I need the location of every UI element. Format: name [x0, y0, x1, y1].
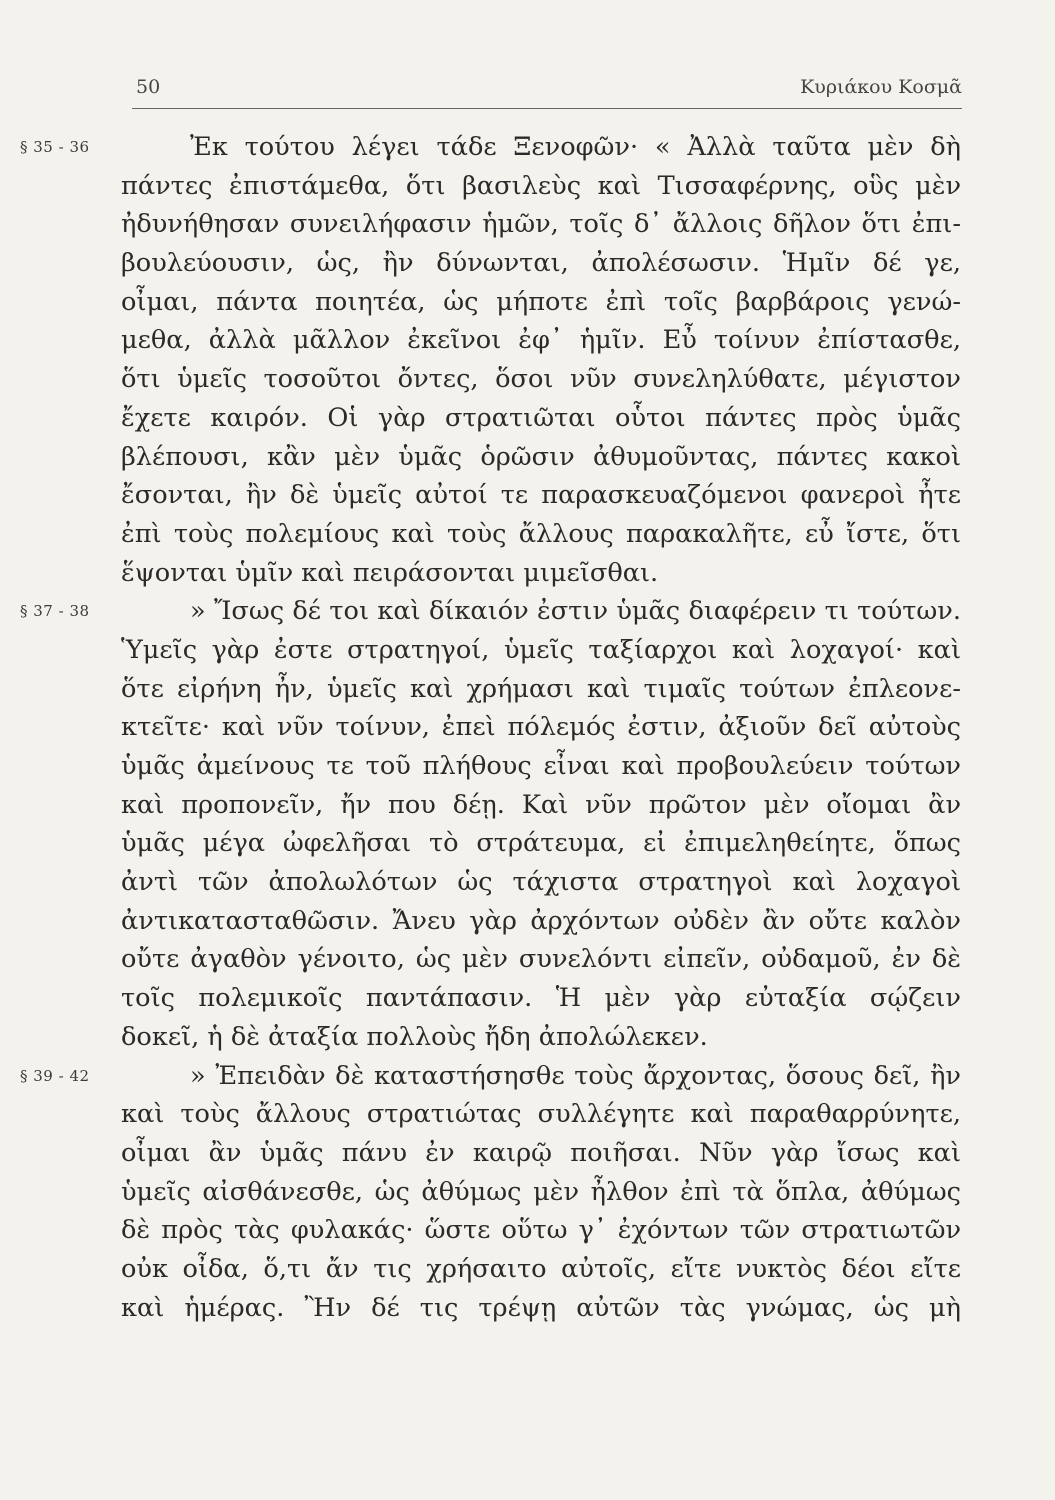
line-text: Ἐκ τούτου λέγει τάδε Ξενοφῶν· « Ἀλλὰ ταῦτα μὲν δὴ: [190, 132, 961, 162]
line-text: » Ἴσως δέ τοι καὶ δίκαιόν ἐστιν ὑμᾶς διαφέρειν τι τούτων.: [190, 596, 961, 627]
section-marker: § 37 - 38: [20, 602, 90, 621]
line-text: Ὑμεῖς γὰρ ἐστε στρατηγοί, ὑμεῖς ταξίαρχοι καὶ λοχαγοί· καὶ: [121, 634, 961, 665]
line-text: οἶμαι, πάντα ποιητέα, ὡς μήποτε ἐπὶ τοῖς βαρβάροις γενώ-: [121, 286, 961, 317]
text-line: [0, 1057, 1055, 1096]
text-line: [0, 1250, 1055, 1289]
line-text: πάντες ἐπιστάμεθα, ὅτι βασιλεὺς καὶ Τισσαφέρνης, οὓς μὲν: [121, 170, 961, 201]
line-text: » Ἐπειδὰν δὲ καταστήσησθε τοὺς ἄρχοντας, ὅσους δεῖ, ἢν: [190, 1060, 961, 1091]
line-text: καὶ ἡμέρας. Ἢν δέ τις τρέψῃ αὐτῶν τὰς γνώμας, ὡς μὴ: [121, 1292, 961, 1323]
line-text: ὑμᾶς ἀμείνους τε τοῦ πλήθους εἶναι καὶ προβουλεύειν τούτων: [121, 751, 961, 781]
text-line: [0, 321, 1055, 360]
text-line: [0, 283, 1055, 322]
page-number: 50: [136, 76, 161, 98]
header-rule: [132, 108, 962, 109]
line-text: οὐκ οἶδα, ὅ,τι ἄν τις χρήσαιτο αὐτοῖς, εἴτε νυκτὸς δέοι εἴτε: [121, 1253, 961, 1284]
line-text: ὅτι ὑμεῖς τοσοῦτοι ὄντες, ὅσοι νῦν συνεληλύθατε, μέγιστον: [121, 364, 961, 395]
text-line: [0, 244, 1055, 283]
text-line: [0, 167, 1055, 206]
text-line: [0, 128, 1055, 167]
text-line: [0, 1018, 1055, 1057]
text-line: [0, 824, 1055, 863]
line-text: ἀντὶ τῶν ἀπολωλότων ὡς τάχιστα στρατηγοὶ καὶ λοχαγοὶ: [121, 867, 961, 898]
line-text: οὔτε ἀγαθὸν γένοιτο, ὡς μὲν συνελόντι εἰπεῖν, οὐδαμοῦ, ἐν δὲ: [121, 944, 961, 975]
text-line: [0, 979, 1055, 1018]
line-text: καὶ προπονεῖν, ἤν που δέῃ. Καὶ νῦν πρῶτον μὲν οἴομαι ἂν: [121, 789, 961, 820]
text-line: [0, 670, 1055, 709]
line-text: μεθα, ἀλλὰ μᾶλλον ἐκεῖνοι ἐφ᾽ ἡμῖν. Εὖ τοίνυν ἐπίστασθε,: [121, 325, 961, 356]
text-line: [0, 399, 1055, 438]
text-line: [0, 592, 1055, 631]
line-text: ἕψονται ὑμῖν καὶ πειράσονται μιμεῖσθαι.: [121, 557, 659, 588]
body-text: [0, 128, 1055, 1327]
line-text: ἔσονται, ἢν δὲ ὑμεῖς αὐτοί τε παρασκευαζόμενοι φανεροὶ ἦτε: [121, 480, 961, 511]
line-text: δοκεῖ, ἡ δὲ ἀταξία πολλοὺς ἤδη ἀπολώλεκεν.: [121, 1021, 708, 1052]
text-line: [0, 438, 1055, 477]
line-text: δὲ πρὸς τὰς φυλακάς· ὥστε οὕτω γ᾽ ἐχόντων τῶν στρατιωτῶν: [121, 1215, 961, 1246]
text-line: [0, 1095, 1055, 1134]
running-head: Κυριάκου Κοσμᾶ: [800, 76, 962, 98]
text-line: [0, 1173, 1055, 1212]
text-line: [0, 786, 1055, 825]
page-header: [132, 72, 962, 102]
line-text: ἔχετε καιρόν. Οἱ γὰρ στρατιῶται οὗτοι πάντες πρὸς ὑμᾶς: [121, 402, 961, 433]
text-line: [0, 515, 1055, 554]
line-text: ἠδυνήθησαν συνειλήφασιν ἡμῶν, τοῖς δ᾽ ἄλλοις δῆλον ὅτι ἐπι-: [121, 209, 961, 240]
line-text: ἐπὶ τοὺς πολεμίους καὶ τοὺς ἄλλους παρακαλῆτε, εὖ ἴστε, ὅτι: [121, 518, 961, 549]
text-line: [0, 1289, 1055, 1328]
text-line: [0, 747, 1055, 786]
section-marker: § 39 - 42: [20, 1066, 90, 1085]
line-text: καὶ τοὺς ἄλλους στρατιώτας συλλέγητε καὶ παραθαρρύνητε,: [121, 1099, 961, 1130]
line-text: ὑμᾶς μέγα ὠφελῆσαι τὸ στράτευμα, εἰ ἐπιμεληθείητε, ὅπως: [121, 828, 961, 859]
line-text: ἀντικατασταθῶσιν. Ἄνευ γὰρ ἀρχόντων οὐδὲν ἂν οὔτε καλὸν: [121, 905, 961, 936]
text-line: [0, 1134, 1055, 1173]
line-text: ὅτε εἰρήνη ἦν, ὑμεῖς καὶ χρήμασι καὶ τιμαῖς τούτων ἐπλεονε-: [121, 673, 961, 704]
line-text: οἶμαι ἂν ὑμᾶς πάνυ ἐν καιρῷ ποιῆσαι. Νῦν γὰρ ἴσως καὶ: [121, 1137, 961, 1168]
text-line: [0, 554, 1055, 593]
line-text: κτεῖτε· καὶ νῦν τοίνυν, ἐπεὶ πόλεμός ἐστιν, ἀξιοῦν δεῖ αὐτοὺς: [121, 712, 961, 743]
text-line: [0, 476, 1055, 515]
line-text: βλέπουσι, κἂν μὲν ὑμᾶς ὁρῶσιν ἀθυμοῦντας, πάντες κακοὶ: [121, 441, 961, 472]
text-line: [0, 360, 1055, 399]
text-line: [0, 631, 1055, 670]
text-line: [0, 902, 1055, 941]
line-text: ὑμεῖς αἰσθάνεσθε, ὡς ἀθύμως μὲν ἦλθον ἐπὶ τὰ ὅπλα, ἀθύμως: [121, 1176, 961, 1207]
section-marker: § 35 - 36: [20, 138, 90, 156]
line-text: τοῖς πολεμικοῖς παντάπασιν. Ἡ μὲν γὰρ εὐταξία σῴζειν: [121, 983, 961, 1014]
text-line: [0, 205, 1055, 244]
text-line: [0, 940, 1055, 979]
text-line: [0, 708, 1055, 747]
text-line: [0, 863, 1055, 902]
line-text: βουλεύουσιν, ὡς, ἢν δύνωνται, ἀπολέσωσιν. Ἡμῖν δέ γε,: [121, 248, 961, 279]
text-line: [0, 1211, 1055, 1250]
